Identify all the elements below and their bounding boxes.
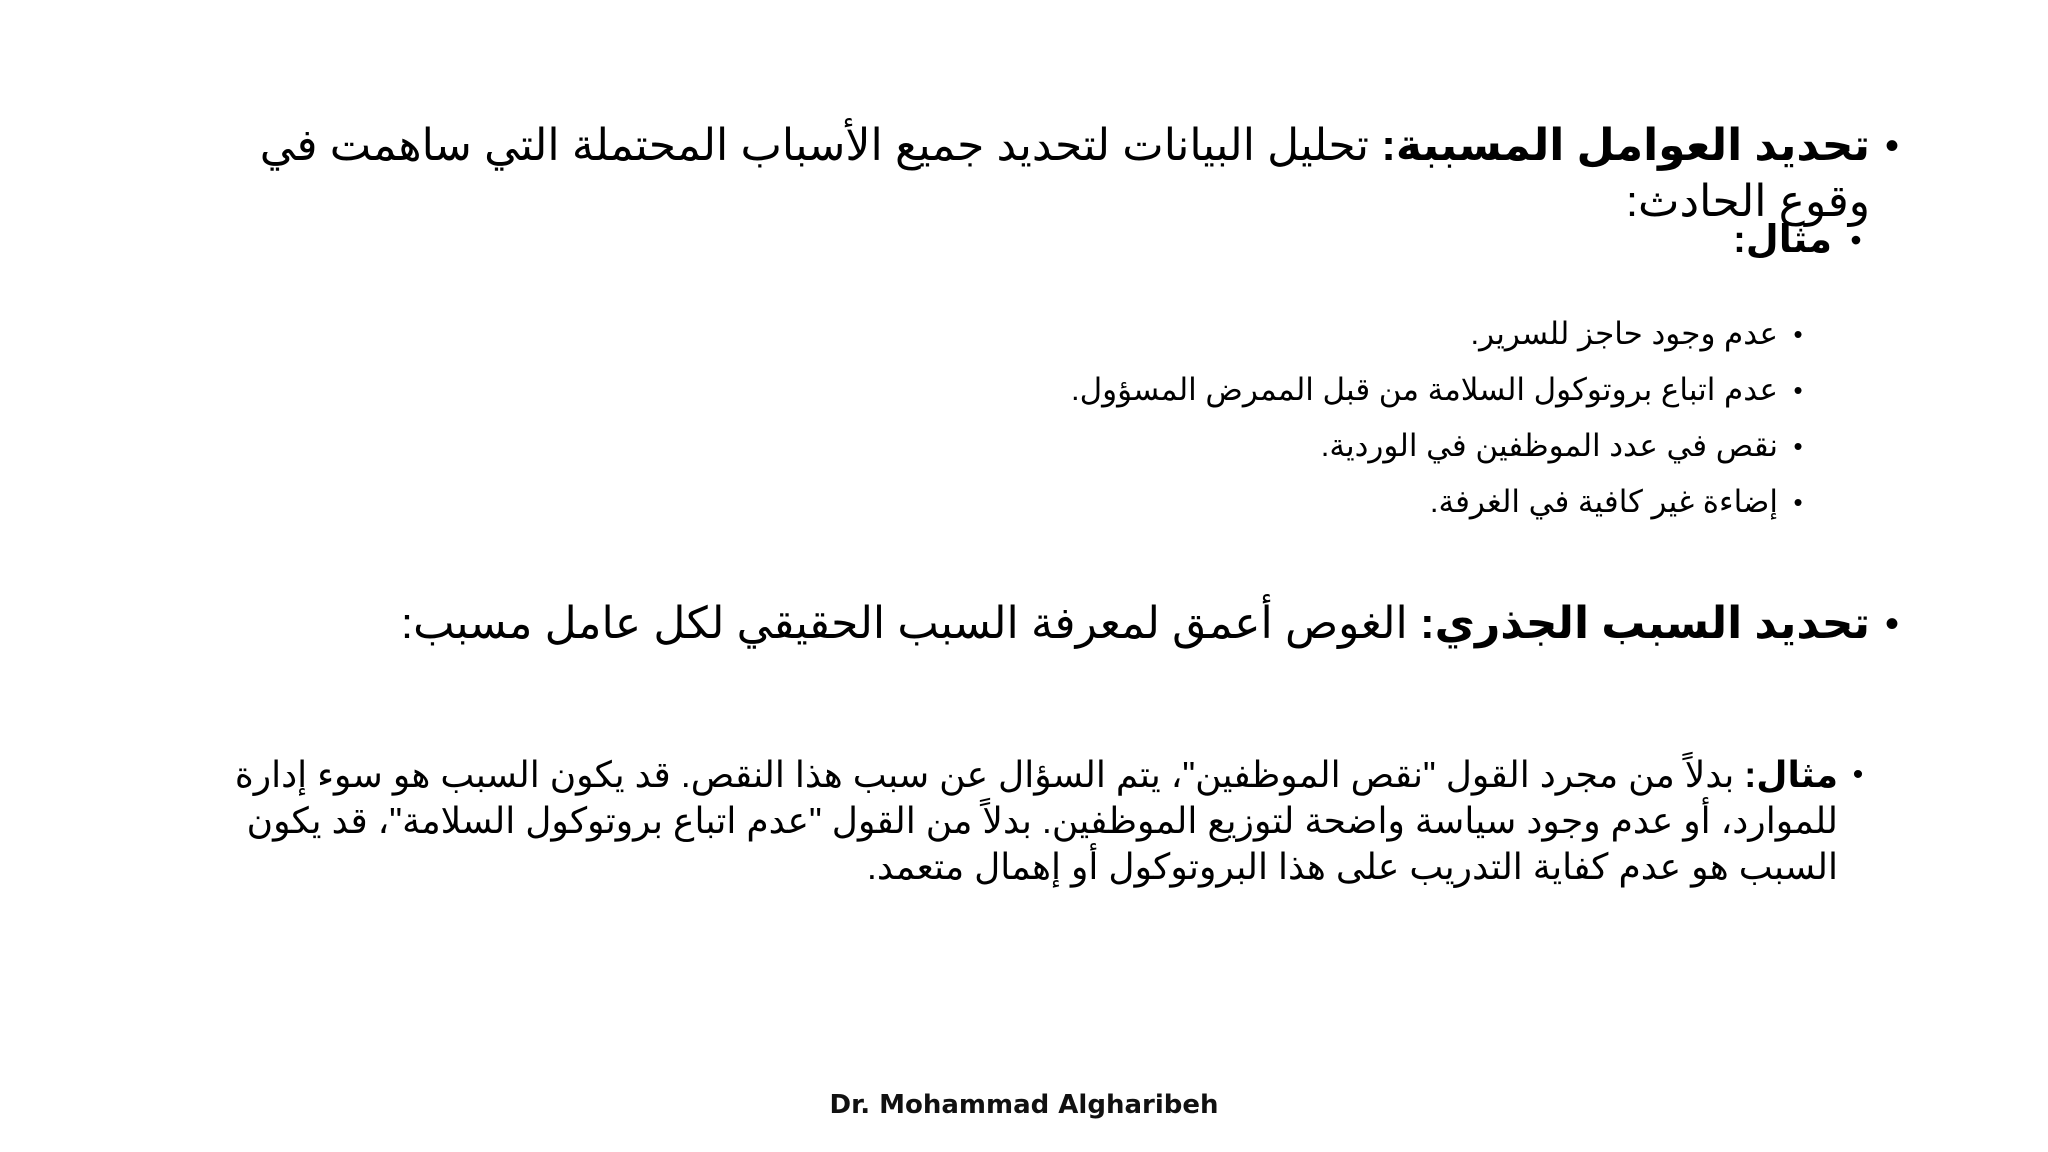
- section1-example-label: [380, 216, 1880, 264]
- list-item-text: عدم وجود حاجز للسرير.: [1470, 316, 1778, 351]
- section1-heading-text: تحليل البيانات لتحديد جميع الأسباب المحتملة التي ساهمت في وقوع الحادث:: [259, 121, 1870, 226]
- section2-heading-text: الغوص أعمق لمعرفة السبب الحقيقي لكل عامل مسبب:: [400, 599, 1420, 648]
- section2-heading-bold: تحديد السبب الجذري:: [1420, 599, 1870, 648]
- list-item-text: عدم اتباع بروتوكول السلامة من قبل الممرض المسؤول.: [1071, 372, 1778, 407]
- list-item: [418, 482, 1818, 538]
- list-item: [418, 370, 1818, 426]
- section2-heading: [234, 596, 1914, 652]
- section1-item-list: [418, 314, 1818, 538]
- section2-example: [158, 752, 1878, 890]
- bullet-icon: •: [1850, 222, 1862, 258]
- bullet-icon: •: [1793, 375, 1803, 405]
- example-label: مثال:: [1744, 754, 1838, 795]
- bullet-icon: •: [1793, 319, 1803, 349]
- list-item: [418, 426, 1818, 482]
- bullet-icon: •: [1793, 487, 1803, 517]
- list-item: [418, 314, 1818, 370]
- example-text: بدلاً من مجرد القول "نقص الموظفين"، يتم السؤال عن سبب هذا النقص. قد يكون السبب هو سوء إدارة للموارد، أو عدم وجود سياسة واضحة لتوزيع الموظفين. بدلاً من القول "عدم اتباع بروتوكول السلامة"، قد يكون السبب هو عدم كفاية التدريب على هذا البروتوكول أو إهمال متعمد.: [234, 754, 1838, 887]
- bullet-icon: •: [1884, 602, 1899, 646]
- list-item-text: نقص في عدد الموظفين في الوردية.: [1320, 428, 1778, 463]
- bullet-icon: •: [1852, 758, 1864, 791]
- footer-author: Dr. Mohammad Algharibeh: [829, 1090, 1219, 1120]
- example-label: مثال:: [1733, 219, 1832, 261]
- bullet-icon: •: [1884, 124, 1899, 168]
- section1-heading: [234, 118, 1914, 230]
- list-item-text: إضاءة غير كافية في الغرفة.: [1429, 484, 1778, 519]
- bullet-icon: •: [1793, 431, 1803, 461]
- section1-heading-bold: تحديد العوامل المسببة:: [1381, 121, 1870, 170]
